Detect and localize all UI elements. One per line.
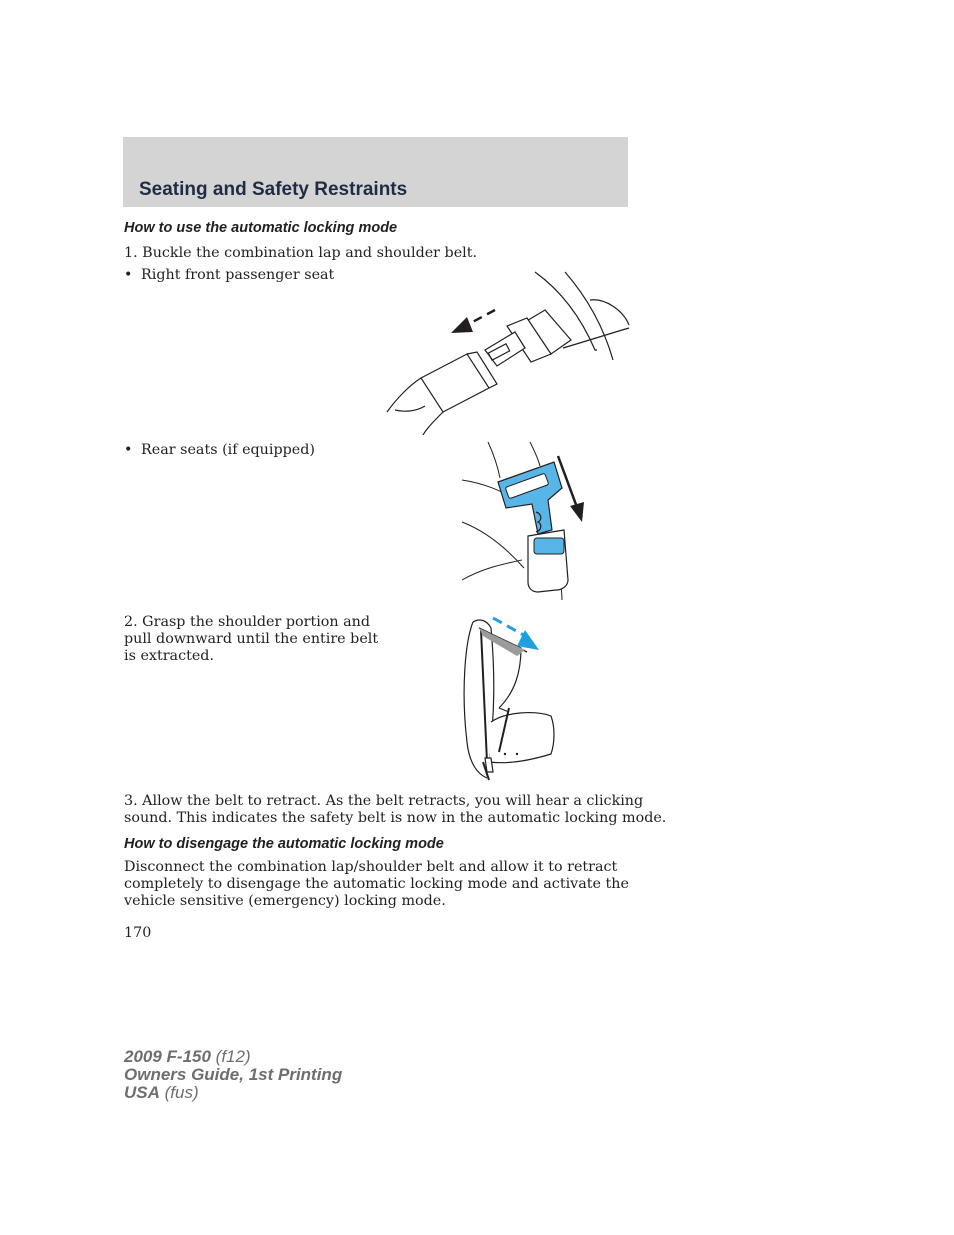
step-2-line-1: 2. Grasp the shoulder portion and — [124, 614, 371, 630]
step-3-text — [124, 793, 666, 827]
page-number: 170 — [124, 925, 152, 941]
step-3-line-2: sound. This indicates the safety belt is now in the automatic locking mode. — [124, 810, 667, 826]
step-1-text: 1. Buckle the combination lap and shoulder belt. — [124, 245, 478, 261]
step-2-text — [124, 614, 378, 665]
heading-disengage-automatic-locking: How to disengage the automatic locking mode — [124, 836, 444, 852]
bullet-rear-seat-label: Rear seats (if equipped) — [141, 442, 315, 458]
step-2-line-3: is extracted. — [124, 648, 214, 664]
step-3-line-1: 3. Allow the belt to retract. As the belt retracts, you will hear a clicking — [124, 793, 644, 809]
bullet-front-seat-label: Right front passenger seat — [141, 267, 335, 283]
seat-belt-extraction-illustration — [455, 612, 565, 784]
document-footer — [124, 1048, 342, 1102]
footer-line-3: USA (fus) — [124, 1083, 199, 1102]
front-buckle-illustration — [385, 270, 630, 435]
bullet-front-seat: • Right front passenger seat — [124, 267, 335, 283]
disengage-line-3: vehicle sensitive (emergency) locking mode. — [124, 893, 446, 909]
step-2-line-2: pull downward until the entire belt — [124, 631, 379, 647]
bullet-rear-seat: • Rear seats (if equipped) — [124, 442, 315, 458]
disengage-line-2: completely to disengage the automatic locking mode and activate the — [124, 876, 629, 892]
footer-line-1: 2009 F-150 (f12) — [124, 1047, 251, 1066]
disengage-line-1: Disconnect the combination lap/shoulder belt and allow it to retract — [124, 859, 618, 875]
heading-use-automatic-locking: How to use the automatic locking mode — [124, 220, 398, 236]
disengage-text — [124, 859, 629, 910]
rear-buckle-illustration — [458, 440, 588, 600]
section-header-band — [123, 137, 628, 207]
footer-line-2: Owners Guide, 1st Printing — [124, 1065, 343, 1084]
section-title: Seating and Safety Restraints — [139, 179, 408, 200]
